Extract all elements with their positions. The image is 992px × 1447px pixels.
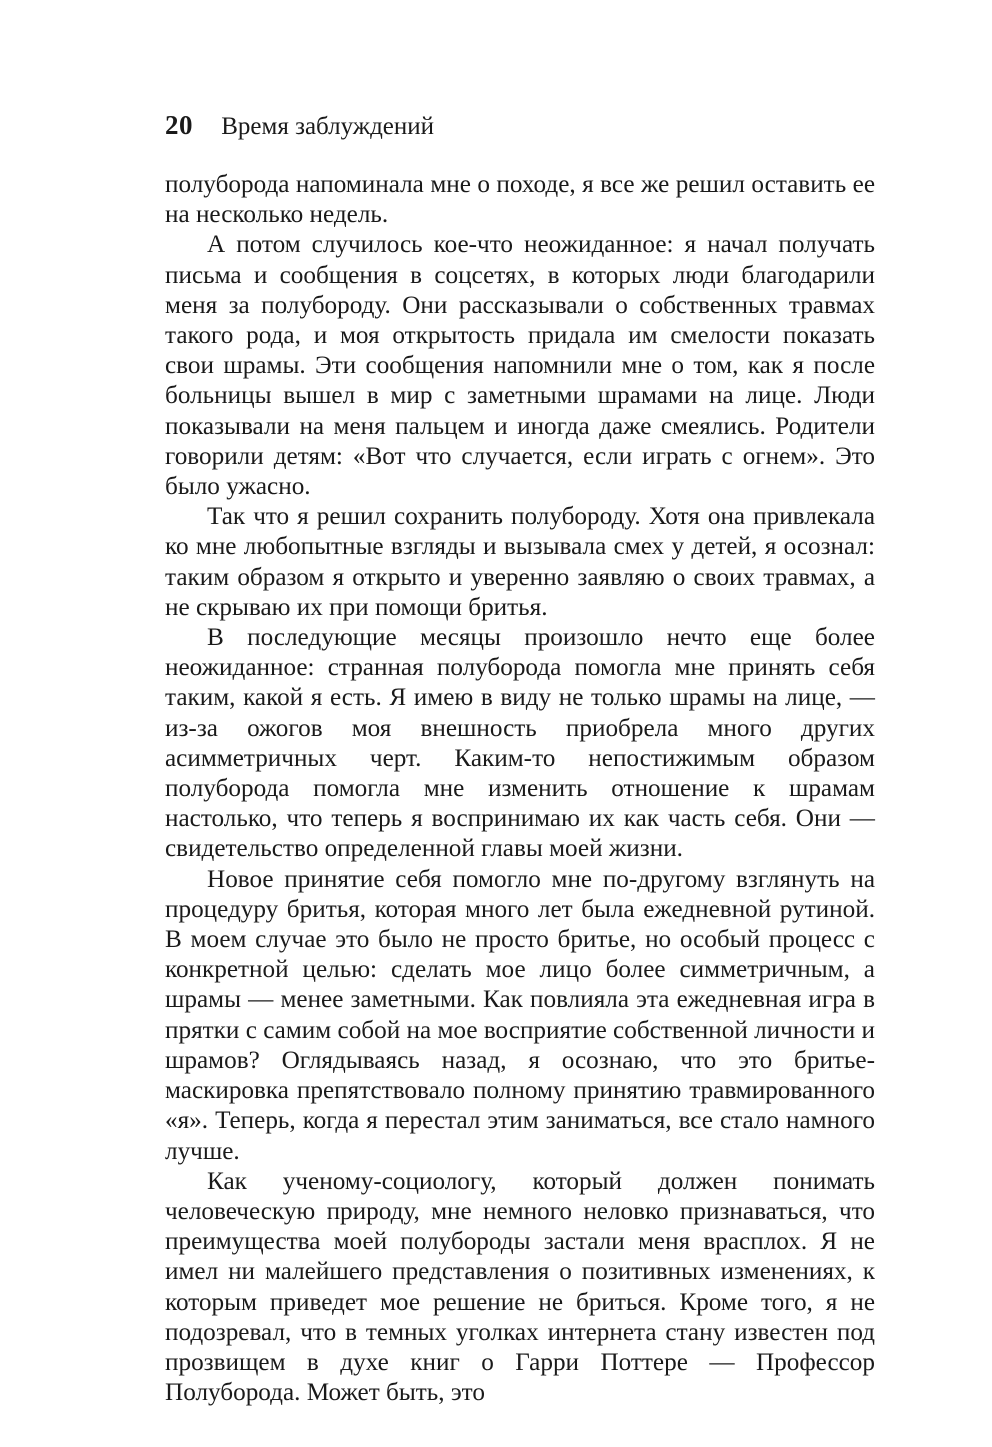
paragraph-6: Как ученому-социологу, который должен понимать человеческую природу, мне немного неловко признаваться, что преимущества моей полубороды застали меня врасплох. Я не имел ни малейшего представления о позитивных изменениях, к которым приведет мое решение не бриться. Кроме того, я не подозревал, что в темных уголках интернета стану известен под прозвищем в духе книг о Гарри Поттере — Профессор Полуборода. Может быть, это [165, 1167, 875, 1407]
running-head [165, 108, 865, 144]
body-text [165, 170, 875, 1408]
paragraph-4: В последующие месяцы произошло нечто еще более неожиданное: странная полуборода помогла мне принять себя таким, какой я есть. Я имею в виду не только шрамы на лице, — из-за ожогов моя внешность приобрела много других асимметричных черт. Каким-то непостижимым образом полуборода помогла мне изменить отношение к шрамам настолько, что теперь я воспринимаю их как часть себя. Они — свидетельство определенной главы моей жизни. [165, 624, 875, 863]
running-title: Время заблуждений [221, 113, 435, 140]
paragraph-1: полуборода напоминала мне о походе, я все же решил оставить ее на несколько недель. [165, 171, 875, 229]
paragraph-5: Новое принятие себя помогло мне по-другому взглянуть на процедуру бритья, которая много лет была ежедневной рутиной. В моем случае это было не просто бритье, но особый процесс с конкретной целью: сделать мое лицо более симметричным, а шрамы — менее заметными. Как повлияла эта ежедневная игра в прятки с самим собой на мое восприятие собственной личности и шрамов? Оглядываясь назад, я осознаю, что это бритье-маскировка препятствовало полному принятию травмированного «я». Теперь, когда я перестал этим заниматься, все стало намного лучше. [165, 865, 875, 1165]
page-number: 20 [165, 110, 193, 140]
paragraph-3: Так что я решил сохранить полубороду. Хотя она привлекала ко мне любопытные взгляды и вызывала смех у детей, я осознал: таким образом я открыто и уверенно заявляю о своих травмах, а не скрываю их при помощи бритья. [165, 503, 875, 621]
paragraph-2: А потом случилось кое-что неожиданное: я начал получать письма и сообщения в соцсетях, в которых люди благодарили меня за полубороду. Они рассказывали о собственных травмах такого рода, и моя открытость придала им смелости показать свои шрамы. Эти сообщения напомнили мне о том, как я после больницы вышел в мир с заметными шрамами на лице. Люди показывали на меня пальцем и иногда даже смеялись. Родители говорили детям: «Вот что случается, если играть с огнем». Это было ужасно. [165, 231, 875, 501]
